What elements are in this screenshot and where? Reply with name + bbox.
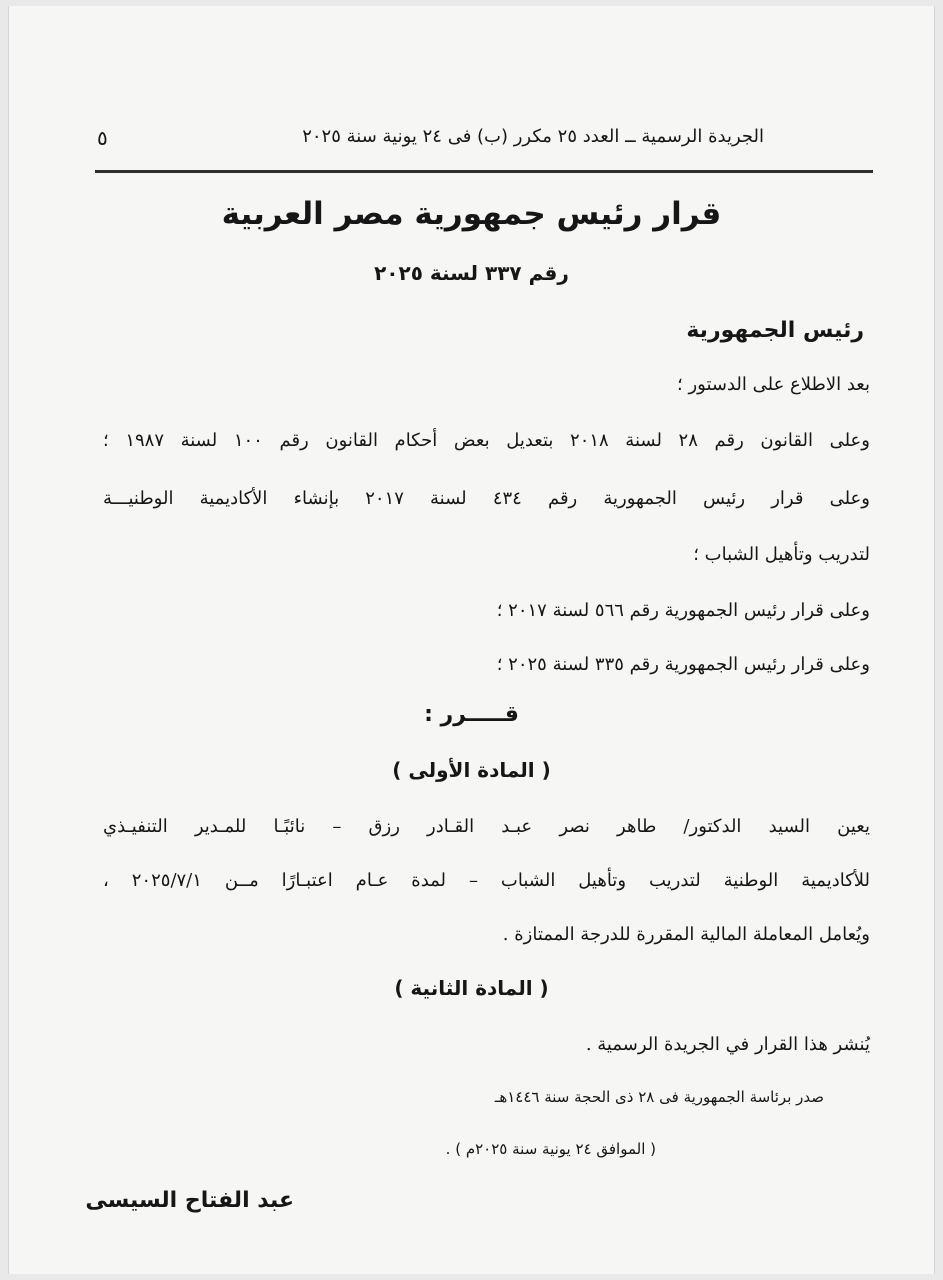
preamble-line-law: وعلى القانون رقم ٢٨ لسنة ٢٠١٨ بتعديل بعض أحكام القانون رقم ١٠٠ لسنة ١٩٨٧ ؛ xyxy=(103,430,870,451)
gazette-page xyxy=(8,6,935,1274)
issuer-heading: رئيس الجمهورية xyxy=(686,318,864,343)
preamble-line-academy-cont: لتدريب وتأهيل الشباب ؛ xyxy=(693,544,870,565)
preamble-line-decree-566: وعلى قرار رئيس الجمهورية رقم ٥٦٦ لسنة ٢٠١٧ ؛ xyxy=(496,600,870,621)
signature: عبد الفتاح السيسى xyxy=(85,1188,294,1213)
preamble-line-constitution: بعد الاطلاع على الدستور ؛ xyxy=(677,374,870,395)
page-number: ٥ xyxy=(97,126,108,150)
decree-title: قرار رئيس جمهورية مصر العربية xyxy=(221,196,722,232)
decree-number: رقم ٣٣٧ لسنة ٢٠٢٥ xyxy=(374,261,569,285)
article-2-line: يُنشر هذا القرار في الجريدة الرسمية . xyxy=(585,1034,870,1055)
preamble-line-decree-335: وعلى قرار رئيس الجمهورية رقم ٣٣٥ لسنة ٢٠٢٥ ؛ xyxy=(496,654,870,675)
article-1-line: للأكاديمية الوطنية لتدريب وتأهيل الشباب – لمدة عـام اعتبـارًا مــن ٢٠٢٥/٧/١ ، xyxy=(103,870,871,891)
article-1-line: ويُعامل المعاملة المالية المقررة للدرجة الممتازة . xyxy=(502,924,870,945)
decided-heading: قـــــرر : xyxy=(424,702,519,727)
running-header: الجريدة الرسمية ــ العدد ٢٥ مكرر (ب) فى ٢٤ يونية سنة ٢٠٢٥ xyxy=(302,126,764,147)
issued-date-gregorian: ( الموافق ٢٤ يونية سنة ٢٠٢٥م ) . xyxy=(445,1140,656,1158)
header-divider xyxy=(95,170,873,173)
article-1-line: يعين السيد الدكتور/ طاهر نصر عبـد القـادر رزق – نائبًـا للمـدير التنفيـذي xyxy=(103,816,870,837)
issued-date-hijri: صدر برئاسة الجمهورية فى ٢٨ ذى الحجة سنة ١٤٤٦هـ xyxy=(494,1088,824,1106)
article-2-heading: ( المادة الثانية ) xyxy=(394,976,549,1000)
preamble-line-academy: وعلى قرار رئيس الجمهورية رقم ٤٣٤ لسنة ٢٠١٧ بإنشاء الأكاديمية الوطنيـــة xyxy=(103,488,870,509)
article-1-heading: ( المادة الأولى ) xyxy=(392,758,551,782)
